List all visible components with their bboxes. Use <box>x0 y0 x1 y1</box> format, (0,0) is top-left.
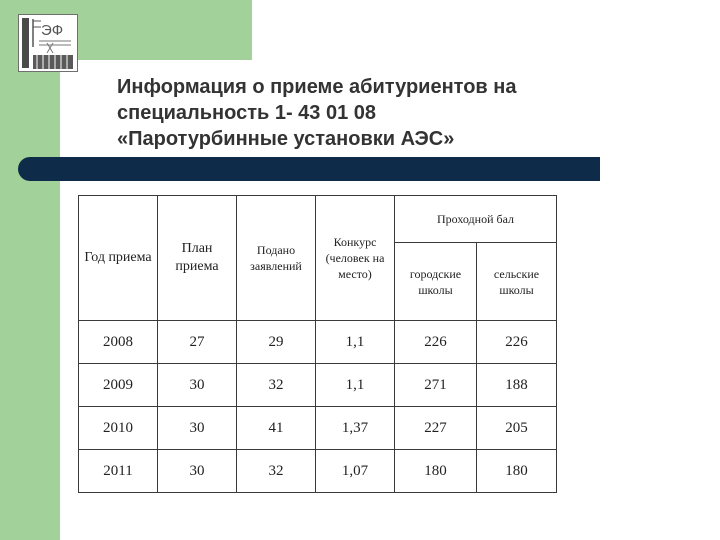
title-line-1: Информация о приеме абитуриентов на <box>117 76 517 98</box>
cell-plan: 30 <box>158 450 237 493</box>
cell-rural: 188 <box>477 364 557 407</box>
cell-urban: 227 <box>395 407 477 450</box>
table-row <box>79 321 557 364</box>
page-title <box>117 74 637 152</box>
cell-submitted: 29 <box>237 321 316 364</box>
cell-submitted: 32 <box>237 450 316 493</box>
cell-competition: 1,37 <box>316 407 395 450</box>
cell-competition: 1,1 <box>316 321 395 364</box>
cell-urban: 180 <box>395 450 477 493</box>
logo-text: ЭФ <box>41 22 64 39</box>
cell-competition: 1,1 <box>316 364 395 407</box>
cell-urban: 226 <box>395 321 477 364</box>
cell-competition: 1,07 <box>316 450 395 493</box>
title-line-2: специальность 1- 43 01 08 <box>117 102 377 124</box>
header-competition: Конкурс (человек на место) <box>316 196 395 321</box>
header-passing-score: Проходной бал <box>395 196 557 243</box>
left-decor-band <box>0 0 60 540</box>
cell-year: 2009 <box>79 364 158 407</box>
header-plan: План приема <box>158 196 237 321</box>
header-submitted: Подано заявлений <box>237 196 316 321</box>
cell-rural: 180 <box>477 450 557 493</box>
cell-plan: 27 <box>158 321 237 364</box>
cell-rural: 226 <box>477 321 557 364</box>
header-urban-schools: городские школы <box>395 243 477 321</box>
header-rural-schools: сельские школы <box>477 243 557 321</box>
table-row <box>79 407 557 450</box>
faculty-logo <box>18 14 78 72</box>
title-divider-bar <box>18 157 600 181</box>
table-row <box>79 364 557 407</box>
cell-year: 2010 <box>79 407 158 450</box>
title-line-3: «Паротурбинные установки АЭС» <box>117 128 455 150</box>
header-year: Год приема <box>79 196 158 321</box>
cell-submitted: 32 <box>237 364 316 407</box>
admission-table <box>78 195 557 493</box>
cell-plan: 30 <box>158 364 237 407</box>
cell-year: 2011 <box>79 450 158 493</box>
cell-plan: 30 <box>158 407 237 450</box>
cell-urban: 271 <box>395 364 477 407</box>
cell-submitted: 41 <box>237 407 316 450</box>
table-row <box>79 450 557 493</box>
cell-rural: 205 <box>477 407 557 450</box>
cell-year: 2008 <box>79 321 158 364</box>
